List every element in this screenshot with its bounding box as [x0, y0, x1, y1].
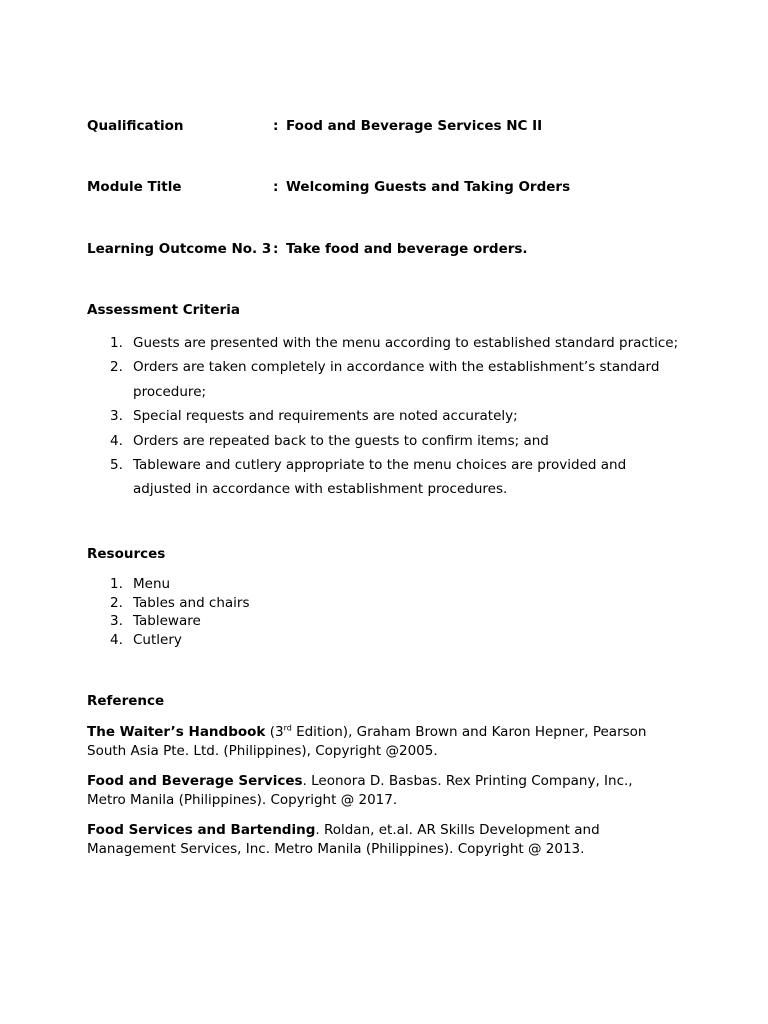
list-item [87, 631, 647, 650]
reference-details: , Graham Brown and Karon Hepner, Pearson South Asia Pte. Ltd. (Philippines), Copyright @2005. [87, 724, 647, 759]
qualification-row [87, 118, 542, 134]
learning-outcome-separator: : [273, 241, 279, 257]
module-title-separator: : [273, 179, 279, 195]
list-item-text: Tables and chairs [133, 594, 250, 611]
learning-outcome-value: Take food and beverage orders. [286, 241, 528, 257]
list-item [87, 404, 687, 428]
list-item [87, 331, 687, 355]
resources-heading: Resources [87, 546, 166, 562]
list-item-text: Cutlery [133, 632, 182, 649]
list-item [87, 575, 647, 594]
reference-details: . Roldan, et.al. AR Skills Development and Management Services, Inc. Metro Manila (Philippines). Copyright @ 2013. [87, 822, 600, 857]
list-item-number: 4. [110, 632, 123, 649]
list-item [87, 355, 687, 404]
reference-title: Food Services and Bartending [87, 822, 316, 838]
assessment-criteria-list [87, 331, 687, 502]
module-title-row [87, 179, 570, 195]
list-item-number: 4. [110, 432, 123, 449]
reference-details: . Leonora D. Basbas. Rex Printing Company, Inc., Metro Manila (Philippines). Copyright @ 2017. [87, 773, 633, 808]
reference-entry [87, 723, 667, 761]
reference-edition: (3 [265, 724, 284, 740]
list-item-number: 5. [110, 457, 123, 474]
list-item-text: Tableware [133, 613, 201, 630]
qualification-value: Food and Beverage Services NC II [286, 118, 543, 134]
assessment-criteria-heading: Assessment Criteria [87, 302, 240, 318]
reference-edition-suffix: Edition) [291, 724, 349, 740]
module-title-value: Welcoming Guests and Taking Orders [286, 179, 571, 195]
list-item-text: Menu [133, 576, 171, 592]
resources-list [87, 575, 647, 650]
list-item [87, 594, 647, 613]
learning-outcome-label: Learning Outcome No. 3 [87, 241, 272, 257]
list-item [87, 453, 687, 502]
reference-entry [87, 821, 667, 859]
reference-title: The Waiter’s Handbook [87, 724, 266, 740]
list-item-number: 3. [110, 613, 123, 630]
qualification-label: Qualification [87, 118, 184, 134]
list-item-text: Guests are presented with the menu according to established standard practice; [133, 335, 679, 351]
list-item-number: 3. [110, 408, 123, 425]
reference-edition-superscript: rd [283, 723, 292, 733]
list-item-text: Orders are repeated back to the guests to confirm items; and [133, 432, 549, 449]
list-item [87, 429, 687, 453]
list-item [87, 612, 647, 631]
list-item-text: Special requests and requirements are noted accurately; [133, 408, 518, 425]
list-item-text: Tableware and cutlery appropriate to the menu choices are provided and adjusted in accordance with establishment procedures. [133, 457, 627, 498]
list-item-number: 2. [110, 359, 123, 376]
reference-heading: Reference [87, 693, 165, 709]
list-item-number: 1. [110, 335, 123, 351]
module-title-label: Module Title [87, 179, 182, 195]
reference-entry [87, 772, 667, 810]
reference-title: Food and Beverage Services [87, 773, 303, 789]
qualification-separator: : [273, 118, 279, 134]
learning-outcome-row [87, 241, 528, 257]
list-item-text: Orders are taken completely in accordance with the establishment’s standard procedure; [133, 359, 660, 400]
list-item-number: 2. [110, 594, 123, 611]
list-item-number: 1. [110, 576, 123, 592]
